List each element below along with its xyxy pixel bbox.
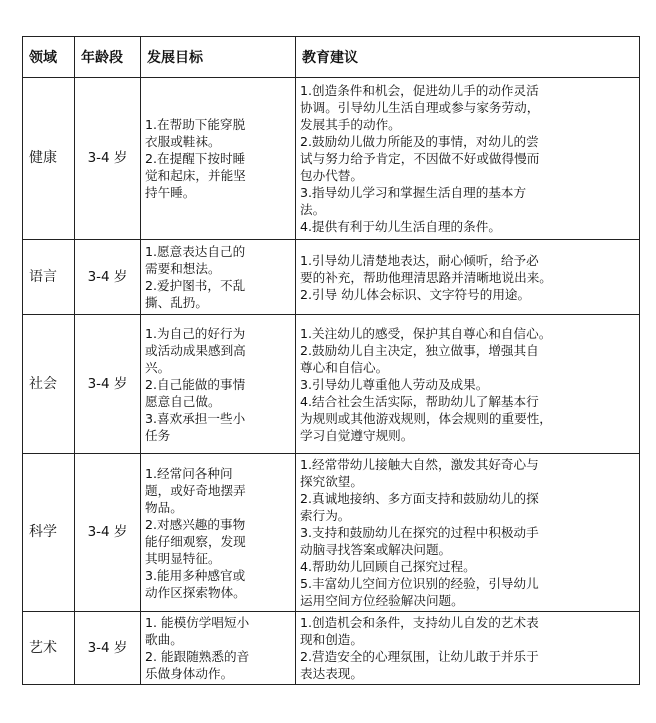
suggestion-line: 1.引导幼儿清楚地表达，耐心倾听，给予必 bbox=[300, 252, 539, 268]
goals-cell bbox=[141, 612, 296, 685]
header-age: 年龄段 bbox=[75, 37, 141, 78]
age-cell: 3-4 岁 bbox=[75, 612, 141, 685]
goal-line: 1.愿意表达自己的 bbox=[145, 244, 246, 259]
goal-line: 2.对感兴趣的事物 bbox=[145, 516, 246, 532]
suggestions-cell bbox=[296, 612, 640, 685]
suggestion-line: 动脑寻找答案或解决问题。 bbox=[300, 542, 452, 557]
goal-line: 1.经常问各种问 bbox=[145, 465, 233, 481]
suggestion-line: 5.丰富幼儿空间方位识别的经验，引导幼儿 bbox=[300, 576, 539, 591]
suggestion-line: 尊心和自信心。 bbox=[300, 359, 389, 375]
age-cell: 3-4 岁 bbox=[75, 315, 141, 454]
goal-line: 其明显特征。 bbox=[145, 550, 221, 566]
suggestions-cell bbox=[296, 454, 640, 612]
table-row bbox=[23, 315, 640, 454]
table-row bbox=[23, 612, 640, 685]
suggestion-line: 4.提供有利于幼儿生活自理的条件。 bbox=[300, 219, 501, 234]
suggestion-line: 2.营造安全的心理氛围，让幼儿敢于并乐于 bbox=[300, 649, 539, 664]
suggestions-cell bbox=[296, 78, 640, 240]
suggestion-line: 表达表现。 bbox=[300, 666, 363, 681]
goal-line: 能仔细观察，发现 bbox=[145, 533, 246, 549]
goals-cell bbox=[141, 78, 296, 240]
goal-line: 任务 bbox=[145, 427, 171, 443]
goal-line: 或活动成果感到高 bbox=[145, 342, 246, 358]
suggestion-line: 2.鼓励幼儿自主决定，独立做事，增强其自 bbox=[300, 342, 539, 358]
goals-cell bbox=[141, 454, 296, 612]
goals-cell bbox=[141, 315, 296, 454]
goal-line: 觉和起床，并能坚 bbox=[145, 168, 246, 183]
goal-line: 1. 能模仿学唱短小 bbox=[145, 615, 250, 630]
goal-line: 物品。 bbox=[145, 499, 183, 515]
suggestion-line: 探究欲望。 bbox=[300, 474, 363, 489]
domain-cell: 健康 bbox=[23, 78, 75, 240]
header-domain: 领域 bbox=[23, 37, 75, 78]
goal-line: 2.爱护图书，不乱 bbox=[145, 278, 246, 293]
education-goals-table bbox=[22, 36, 640, 685]
goal-line: 动作区探索物体。 bbox=[145, 584, 246, 600]
suggestion-line: 索行为。 bbox=[300, 508, 351, 523]
suggestion-line: 3.支持和鼓励幼儿在探究的过程中积极动手 bbox=[300, 525, 539, 540]
suggestion-line: 4.帮助幼儿回顾自己探究过程。 bbox=[300, 559, 476, 574]
goal-line: 愿意自己做。 bbox=[145, 393, 221, 409]
domain-cell: 社会 bbox=[23, 315, 75, 454]
table-row bbox=[23, 240, 640, 315]
goal-line: 3.喜欢承担一些小 bbox=[145, 410, 246, 426]
goal-line: 题，或好奇地摆弄 bbox=[145, 482, 246, 498]
goal-line: 衣服或鞋袜。 bbox=[145, 134, 221, 149]
domain-cell: 语言 bbox=[23, 240, 75, 315]
suggestions-cell bbox=[296, 240, 640, 315]
suggestion-line: 2.鼓励幼儿做力所能及的事情，对幼儿的尝 bbox=[300, 134, 539, 149]
suggestion-line: 为规则或其他游戏规则，体会规则的重要性， bbox=[300, 410, 552, 426]
domain-cell: 艺术 bbox=[23, 612, 75, 685]
suggestion-line: 2.真诚地接纳、多方面支持和鼓励幼儿的探 bbox=[300, 491, 539, 506]
header-row bbox=[23, 37, 640, 78]
goal-line: 2. 能跟随熟悉的音 bbox=[145, 649, 250, 664]
goal-line: 歌曲。 bbox=[145, 632, 183, 647]
goal-line: 1.为自己的好行为 bbox=[145, 325, 246, 341]
domain-cell: 科学 bbox=[23, 454, 75, 612]
table-row bbox=[23, 454, 640, 612]
suggestion-line: 4.结合社会生活实际，帮助幼儿了解基本行 bbox=[300, 393, 539, 409]
suggestion-line: 1.创造机会和条件，支持幼儿自发的艺术表 bbox=[300, 615, 539, 630]
goal-line: 撕、乱扔。 bbox=[145, 295, 208, 310]
goal-line: 3.能用多种感官或 bbox=[145, 567, 246, 583]
suggestions-cell bbox=[296, 315, 640, 454]
goal-line: 兴。 bbox=[145, 359, 171, 375]
goal-line: 需要和想法。 bbox=[145, 261, 221, 276]
header-goals: 发展目标 bbox=[141, 37, 296, 78]
suggestion-line: 学习自觉遵守规则。 bbox=[300, 427, 414, 443]
suggestion-line: 运用空间方位经验解决问题。 bbox=[300, 593, 464, 608]
age-cell: 3-4 岁 bbox=[75, 454, 141, 612]
suggestion-line: 发展其手的动作。 bbox=[300, 117, 401, 132]
suggestion-line: 现和创造。 bbox=[300, 632, 363, 647]
suggestion-line: 要的补充，帮助他理清思路并清晰地说出来。 bbox=[300, 269, 552, 285]
goal-line: 乐做身体动作。 bbox=[145, 666, 234, 681]
suggestion-line: 1.关注幼儿的感受，保护其自尊心和自信心。 bbox=[300, 325, 552, 341]
suggestion-line: 试与努力给予肯定，不因做不好或做得慢而 bbox=[300, 151, 540, 166]
suggestion-line: 1.创造条件和机会，促进幼儿手的动作灵活 bbox=[300, 83, 539, 98]
suggestion-line: 包办代替。 bbox=[300, 168, 363, 183]
goal-line: 1.在帮助下能穿脱 bbox=[145, 117, 246, 132]
table-row bbox=[23, 78, 640, 240]
suggestion-line: 1.经常带幼儿接触大自然，激发其好奇心与 bbox=[300, 457, 539, 472]
goal-line: 持午睡。 bbox=[145, 185, 196, 200]
age-cell: 3-4 岁 bbox=[75, 240, 141, 315]
suggestion-line: 协调。引导幼儿生活自理或参与家务劳动， bbox=[300, 100, 540, 115]
suggestion-line: 2.引导 幼儿体会标识、文字符号的用途。 bbox=[300, 286, 531, 302]
age-cell: 3-4 岁 bbox=[75, 78, 141, 240]
suggestion-line: 3.引导幼儿尊重他人劳动及成果。 bbox=[300, 376, 489, 392]
goals-cell bbox=[141, 240, 296, 315]
goal-line: 2.在提醒下按时睡 bbox=[145, 151, 246, 166]
suggestion-line: 3.指导幼儿学习和掌握生活自理的基本方 bbox=[300, 185, 527, 200]
header-suggestions: 教育建议 bbox=[296, 37, 640, 78]
goal-line: 2.自己能做的事情 bbox=[145, 376, 246, 392]
suggestion-line: 法。 bbox=[300, 202, 326, 217]
